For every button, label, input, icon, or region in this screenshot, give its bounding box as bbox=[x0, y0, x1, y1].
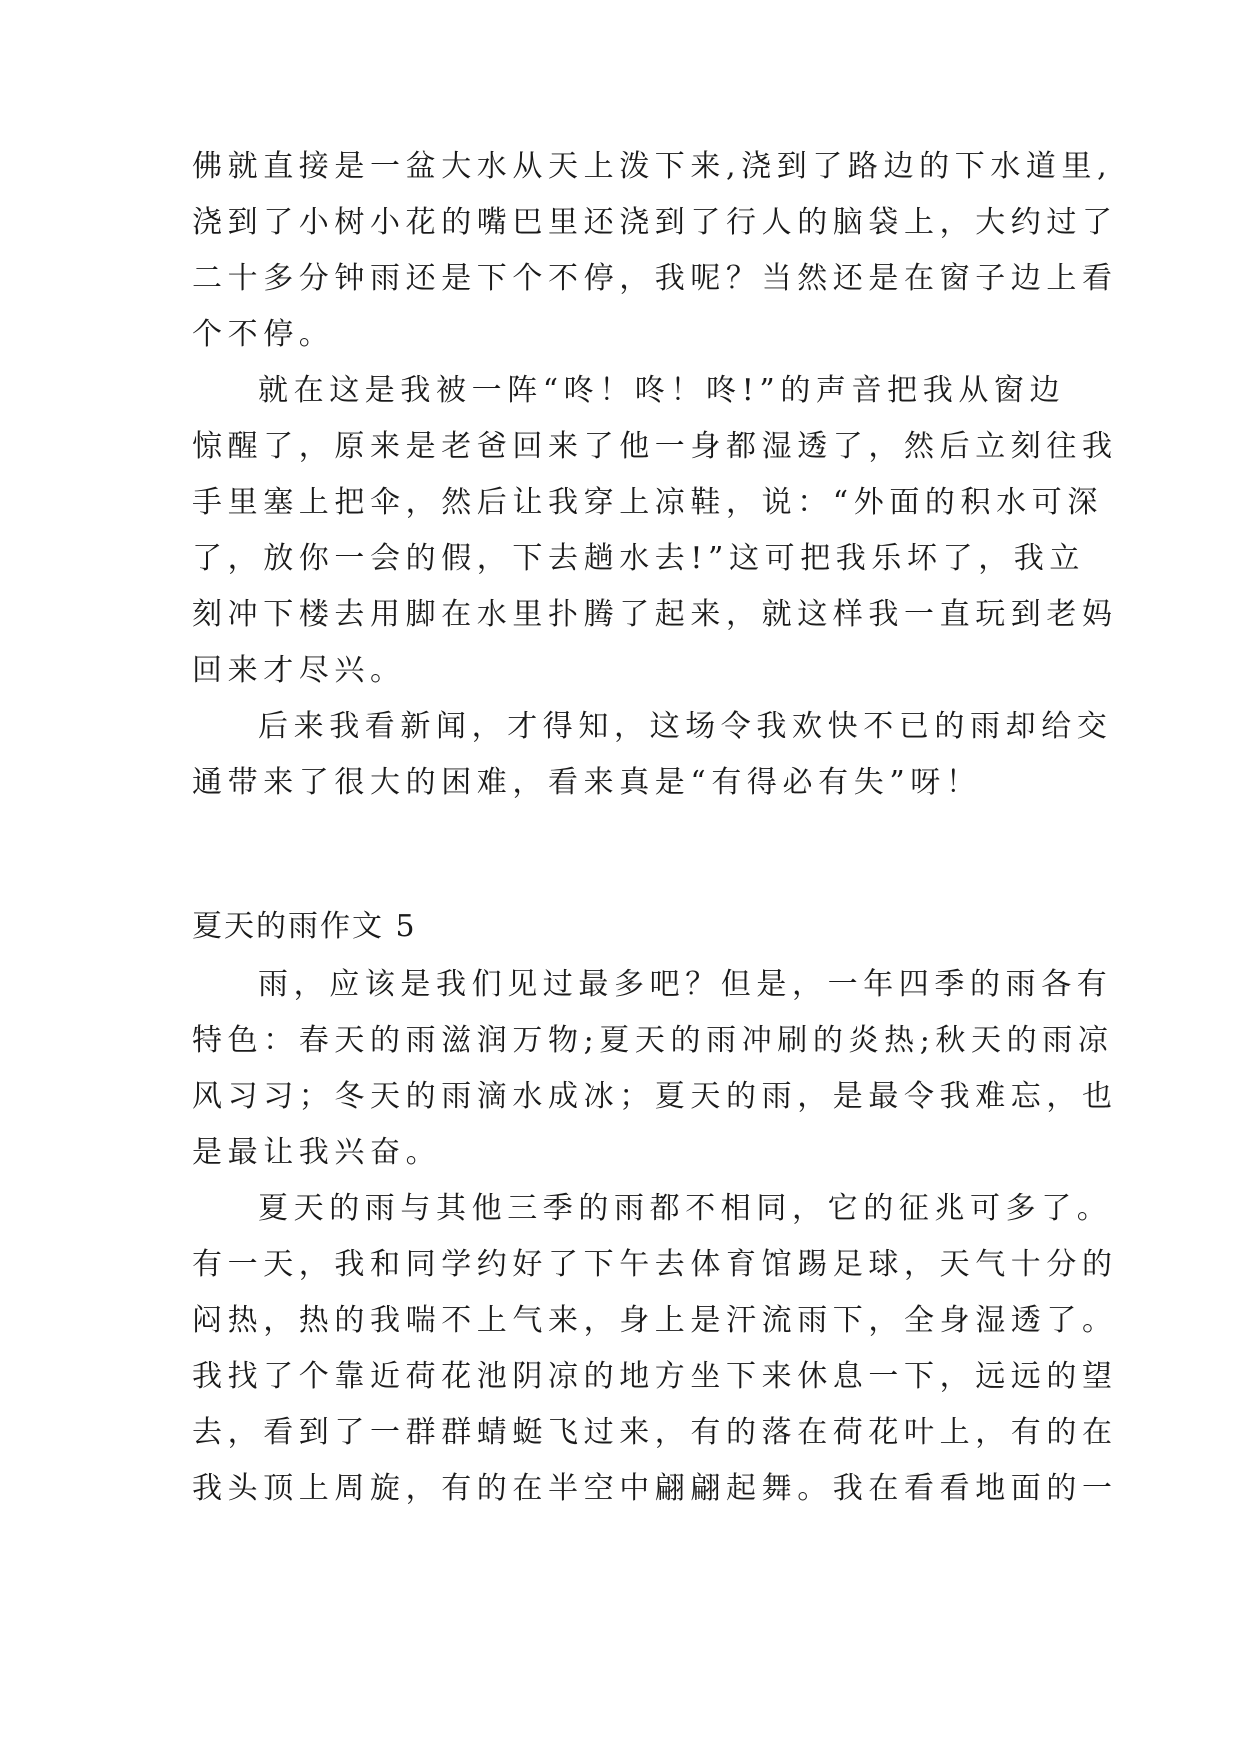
paragraph-line: 浇到了小树小花的嘴巴里还浇到了行人的脑袋上，大约过了 bbox=[192, 205, 1118, 240]
paragraph-line: 特色：春天的雨滋润万物;夏天的雨冲刷的炎热;秋天的雨凉 bbox=[192, 1023, 1114, 1058]
paragraph-line: 我头顶上周旋，有的在半空中翩翩起舞。我在看看地面的一 bbox=[192, 1471, 1118, 1506]
paragraph-line: 夏天的雨与其他三季的雨都不相同，它的征兆可多了。 bbox=[258, 1191, 1113, 1226]
paragraph-line: 风习习；冬天的雨滴水成冰；夏天的雨，是最令我难忘，也 bbox=[192, 1079, 1118, 1114]
section-heading: 夏天的雨作文 5 bbox=[192, 909, 417, 944]
paragraph-line: 通带来了很大的困难，看来真是“有得必有失”呀！ bbox=[192, 765, 982, 800]
paragraph-line: 个不停。 bbox=[192, 317, 335, 352]
paragraph-line: 惊醒了，原来是老爸回来了他一身都湿透了，然后立刻往我 bbox=[192, 429, 1118, 464]
paragraph-line: 回来才尽兴。 bbox=[192, 653, 406, 688]
paragraph-line: 后来我看新闻，才得知，这场令我欢快不已的雨却给交 bbox=[258, 709, 1113, 744]
paragraph-line: 就在这是我被一阵“咚！咚！咚!”的声音把我从窗边 bbox=[258, 373, 1066, 408]
paragraph-line: 有一天，我和同学约好了下午去体育馆踢足球，天气十分的 bbox=[192, 1247, 1118, 1282]
paragraph-line: 了，放你一会的假，下去趟水去!”这可把我乐坏了，我立 bbox=[192, 541, 1085, 576]
paragraph-line: 是最让我兴奋。 bbox=[192, 1135, 442, 1170]
paragraph-line: 二十多分钟雨还是下个不停，我呢？当然还是在窗子边上看 bbox=[192, 261, 1118, 296]
paragraph-line: 雨，应该是我们见过最多吧？但是，一年四季的雨各有 bbox=[258, 967, 1113, 1002]
paragraph-line: 去，看到了一群群蜻蜓飞过来，有的落在荷花叶上，有的在 bbox=[192, 1415, 1118, 1450]
paragraph-line: 闷热，热的我喘不上气来，身上是汗流雨下，全身湿透了。 bbox=[192, 1303, 1118, 1338]
paragraph-line: 手里塞上把伞，然后让我穿上凉鞋，说：“外面的积水可深 bbox=[192, 485, 1103, 520]
paragraph-line: 佛就直接是一盆大水从天上泼下来,浇到了路边的下水道里, bbox=[192, 149, 1113, 184]
paragraph-line: 我找了个靠近荷花池阴凉的地方坐下来休息一下，远远的望 bbox=[192, 1359, 1118, 1394]
paragraph-line: 刻冲下楼去用脚在水里扑腾了起来，就这样我一直玩到老妈 bbox=[192, 597, 1118, 632]
